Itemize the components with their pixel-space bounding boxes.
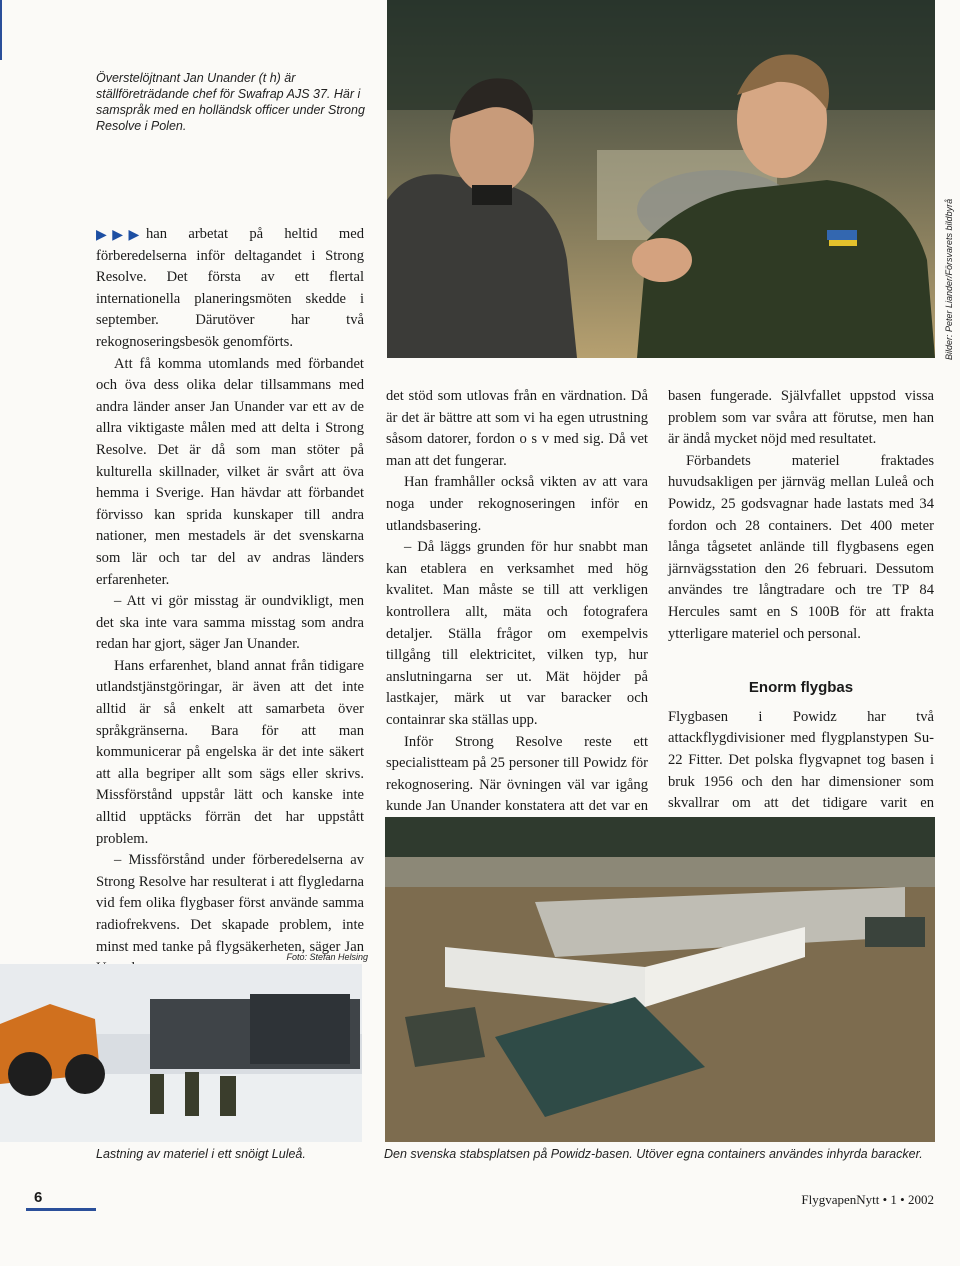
staff-site-photo bbox=[385, 817, 935, 1142]
paragraph: basen fungerade. Självfallet uppstod vissa problem som var svåra att förutse, men han är ändå mycket nöjd med resultatet. bbox=[668, 388, 934, 448]
paragraph: Inför Strong Resolve reste ett specialistteam på 25 personer till Powidz för rekognosering. När övningen väl var igång kunde Jan Unander konstatera att det var en bbox=[386, 733, 648, 815]
paragraph: Förbandets materiel fraktades huvudsakligen per järnväg mellan Luleå och Powidz, 25 godsvagnar hade lastats med 34 fordon och 28 containers. Det 400 meter långa tågsetet anlände till flygbasens egen järnvägsstation den 26 februari. Dessutom användes tre långtradare och tre TP 84 Hercules samt en S 100B för att frakta ytterligare materiel och personal. bbox=[668, 452, 934, 642]
train-loading-photo bbox=[0, 964, 362, 1142]
continuation-arrows: ▶ ▶ ▶ bbox=[96, 228, 141, 243]
top-photo-caption: Överstelöjtnant Jan Unander (t h) är ställföreträdande chef för Swafrap AJS 37. Här i samspråk med en holländsk officer under Strong Resolve i Polen. bbox=[96, 71, 365, 133]
article-column-1 bbox=[96, 224, 364, 1001]
side-photo-credit: Bilder: Peter Liander/Försvarets bildbyrå bbox=[944, 198, 954, 360]
footer-rule bbox=[26, 1208, 96, 1211]
article-column-2 bbox=[386, 386, 648, 839]
section-heading: Enorm flygbas bbox=[748, 679, 854, 697]
photo-credit: Foto: Stefan Helsing bbox=[286, 952, 368, 962]
paragraph: Flygbasen i Powidz har två attackflygdivisioner med flygplanstypen Su-22 Fitter. Det polska flygvapnet tog basen i bruk 1956 och den har dimensioner som skvallrar om att det tidigare varit en bbox=[668, 708, 934, 812]
right-photo-caption: Den svenska stabsplatsen på Powidz-basen. Utöver egna containers användes inhyrda baracker. bbox=[384, 1147, 923, 1161]
paragraph: Han framhåller också vikten av att vara noga under rekognoseringen inför en utlandsbasering. bbox=[386, 474, 648, 534]
paragraph: – Missförstånd under förberedelserna av Strong Resolve har resulterat i att flygledarna vid fem olika flygbaser först använde samma radiofrekvens. Det skapade problem, inte minst med tanke på flygsäkerheten, säger Jan bbox=[96, 852, 364, 955]
paragraph: Hans erfarenhet, bland annat från tidigare utlandstjänstgöringar, är även att det inte alltid är så enkelt att samarbeta över språkgränserna. Bara för att man kommunicerar på engelska är det inte säkert att alla begriper allt som sägs eller skrivs. Missförstånd uppstår lätt och kanske inte alltid upptäcks förrän det har uppstått problem. bbox=[96, 657, 364, 847]
officers-photo bbox=[387, 0, 935, 358]
paragraph: han arbetat på heltid med förberedelserna inför deltagandet i Strong Resolve. Det första av ett flertal internationella planeringsmöten skedde i september. Därutöver har två rekognoseringsbesök genomförts. bbox=[96, 226, 364, 350]
page-number: 6 bbox=[34, 1189, 43, 1206]
paragraph: det stöd som utlovas från en värdnation. Då är det är bättre att som vi ha egen utrustning såsom datorer, fordon o s v med sig. Då vet man att det fungerar. bbox=[386, 388, 648, 469]
footer-publication: FlygvapenNytt • 1 • 2002 bbox=[801, 1192, 934, 1207]
margin-mark bbox=[0, 0, 2, 60]
paragraph: Att få komma utomlands med förbandet och öva dess olika delar tillsammans med andra länder anser Jan Unander var ett av de allra viktigaste målen med att delta i Strong Resolve. Det är då som man stöter på kulturella skillnader, vilket är svårt att öva hemma i Sverige. Han hävdar att förbandet förvisso kan sprida kunskaper till andra nationer, men mestadels är det svenskarna som lär och tar del av andras länders erfarenheter. bbox=[96, 355, 364, 588]
article-column-3 bbox=[668, 386, 934, 836]
left-photo-caption: Lastning av materiel i ett snöigt Luleå. bbox=[96, 1147, 306, 1161]
paragraph: – Att vi gör misstag är oundvikligt, men det ska inte vara samma misstag som andra redan har gjort, säger Jan Unander. bbox=[96, 593, 364, 653]
paragraph: – Då läggs grunden för hur snabbt man kan etablera en verksamhet med hög kvalitet. Man måste se till att verkligen kontrollera allt, mäta och fotografera detaljer. Ställa frågor om exempelvis tillgång till elektricitet, vilken typ, hur anslutningarna ser ut. Mät höjder på lastkajer, märk ut var baracker och containrar ska ställas upp. bbox=[386, 539, 648, 728]
